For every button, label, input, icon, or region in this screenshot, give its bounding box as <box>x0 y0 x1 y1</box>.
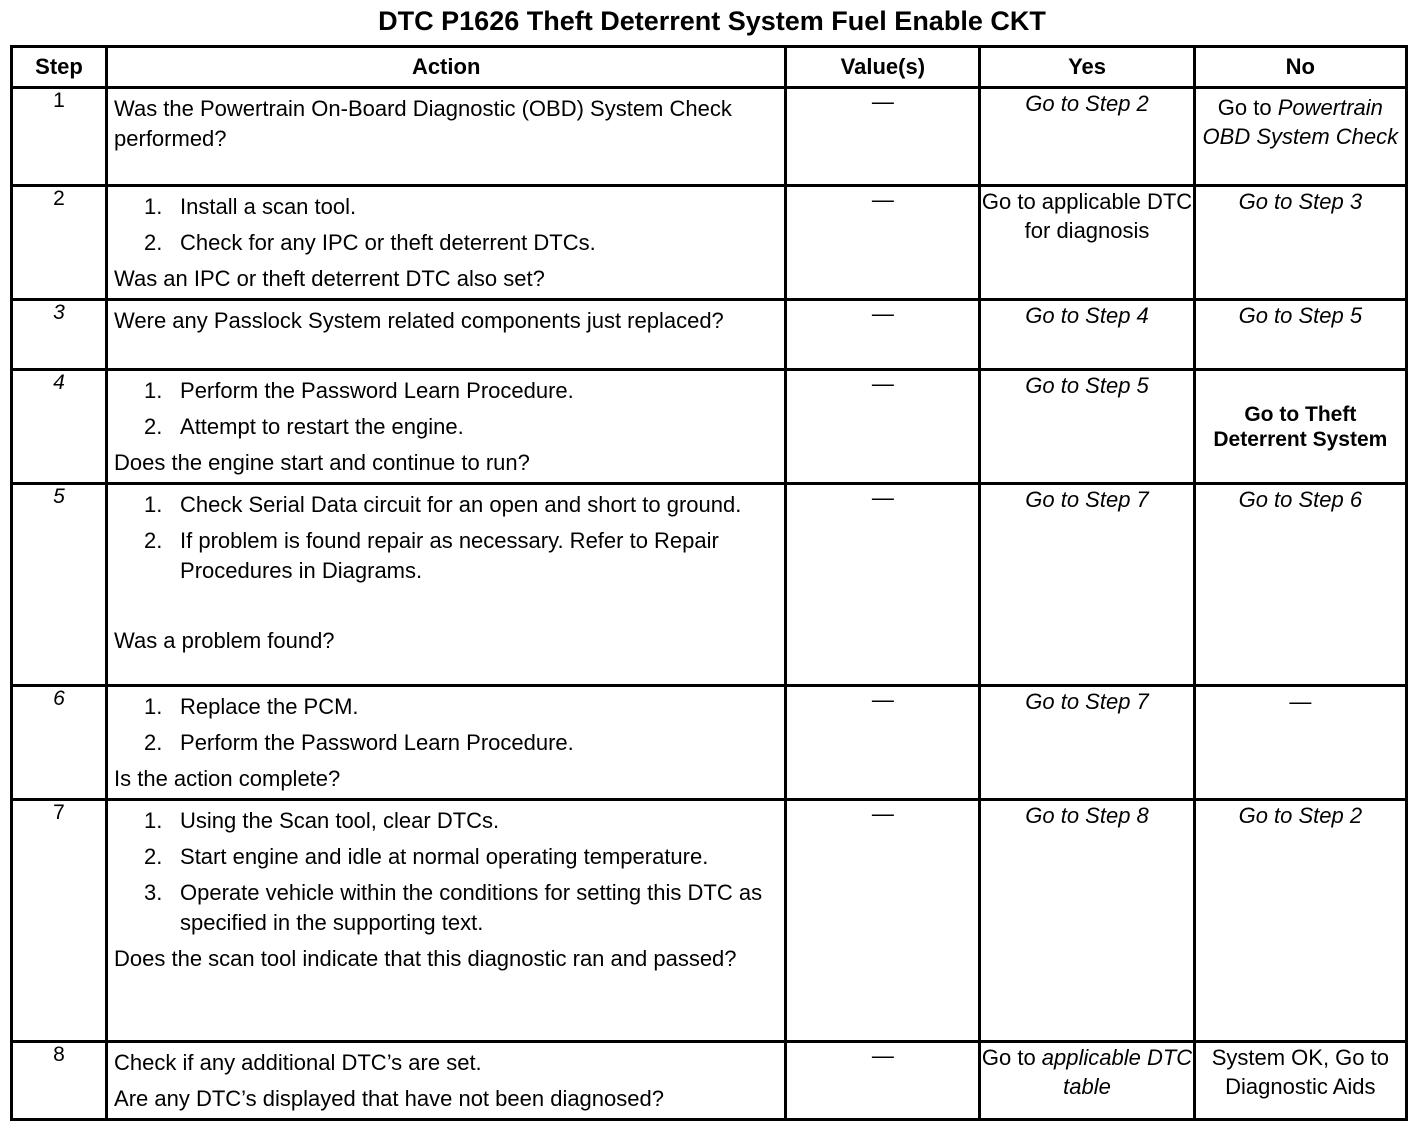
action-question: Were any Passlock System related components just replaced? <box>114 308 724 333</box>
action-cell <box>107 800 786 1042</box>
table-row <box>12 1042 1407 1120</box>
table-row <box>12 370 1407 484</box>
list-item: 1. Perform the Password Learn Procedure. <box>144 378 574 403</box>
step-number: 4 <box>12 370 107 484</box>
no-cell: Go to Step 6 <box>1194 484 1406 686</box>
yes-cell: Go to Step 7 <box>980 686 1194 800</box>
action-cell <box>107 186 786 300</box>
list-item: 1. Using the Scan tool, clear DTCs. <box>144 808 500 833</box>
yes-prefix: Go to <box>981 1045 1042 1070</box>
step-number: 8 <box>12 1042 107 1120</box>
yes-cell <box>980 1042 1194 1120</box>
list-item: 2. If problem is found repair as necessary. Refer to Repair Procedures in Diagrams. <box>144 528 719 583</box>
header-values: Value(s) <box>786 47 980 88</box>
action-question: Was an IPC or theft deterrent DTC also set? <box>114 266 545 291</box>
list-item: 2. Perform the Password Learn Procedure. <box>144 730 574 755</box>
page-title: DTC P1626 Theft Deterrent System Fuel Enable CKT <box>378 6 1046 36</box>
no-cell: Go to Step 5 <box>1194 300 1406 370</box>
value-cell: — <box>786 686 980 800</box>
value-cell: — <box>786 300 980 370</box>
yes-cell: Go to Step 4 <box>980 300 1194 370</box>
value-cell: — <box>786 484 980 686</box>
list-item: 1. Replace the PCM. <box>144 694 359 719</box>
action-line: Check if any additional DTC’s are set. <box>114 1050 482 1075</box>
action-cell <box>107 686 786 800</box>
list-item: 2. Start engine and idle at normal operating temperature. <box>144 844 709 869</box>
action-question: Are any DTC’s displayed that have not been diagnosed? <box>114 1086 664 1111</box>
no-cell: Go to Theft Deterrent System <box>1194 370 1406 484</box>
list-item: 1. Install a scan tool. <box>144 194 357 219</box>
table-header-row <box>12 47 1407 88</box>
table-row <box>12 186 1407 300</box>
header-no: No <box>1194 47 1406 88</box>
yes-link: applicable DTC table <box>1041 1045 1193 1099</box>
value-cell: — <box>786 186 980 300</box>
action-question: Does the scan tool indicate that this diagnostic ran and passed? <box>114 946 737 971</box>
list-item: 3. Operate vehicle within the conditions for setting this DTC as specified in the supporting text. <box>144 880 763 935</box>
table-row <box>12 300 1407 370</box>
value-cell: — <box>786 88 980 186</box>
header-step: Step <box>12 47 107 88</box>
step-number: 6 <box>12 686 107 800</box>
step-number: 2 <box>12 186 107 300</box>
action-question: Is the action complete? <box>114 766 341 791</box>
step-number: 1 <box>12 88 107 186</box>
list-item: 2. Attempt to restart the engine. <box>144 414 464 439</box>
header-yes: Yes <box>980 47 1194 88</box>
value-cell: — <box>786 1042 980 1120</box>
table-row <box>12 88 1407 186</box>
no-cell: Go to Step 2 <box>1194 800 1406 1042</box>
action-question: Was a problem found? <box>114 628 335 653</box>
no-link: Powertrain OBD System Check <box>1202 95 1399 149</box>
step-number: 3 <box>12 300 107 370</box>
yes-cell: Go to Step 2 <box>980 88 1194 186</box>
value-cell: — <box>786 800 980 1042</box>
yes-cell: Go to applicable DTC for diagnosis <box>980 186 1194 300</box>
value-cell: — <box>786 370 980 484</box>
action-cell <box>107 1042 786 1120</box>
table-row <box>12 484 1407 686</box>
action-cell <box>107 300 786 370</box>
no-cell: — <box>1194 686 1406 800</box>
yes-cell: Go to Step 8 <box>980 800 1194 1042</box>
yes-cell: Go to Step 7 <box>980 484 1194 686</box>
list-item: 1. Check Serial Data circuit for an open and short to ground. <box>144 492 742 517</box>
diagnostic-table <box>10 45 1408 1121</box>
list-item: 2. Check for any IPC or theft deterrent DTCs. <box>144 230 596 255</box>
action-cell <box>107 88 786 186</box>
action-cell <box>107 370 786 484</box>
header-action: Action <box>107 47 786 88</box>
action-cell <box>107 484 786 686</box>
table-row <box>12 800 1407 1042</box>
yes-cell: Go to Step 5 <box>980 370 1194 484</box>
action-question: Does the engine start and continue to run? <box>114 450 530 475</box>
table-row <box>12 686 1407 800</box>
no-prefix: Go to <box>1217 95 1278 120</box>
no-cell: System OK, Go to Diagnostic Aids <box>1194 1042 1406 1120</box>
step-number: 5 <box>12 484 107 686</box>
step-number: 7 <box>12 800 107 1042</box>
action-question: Was the Powertrain On-Board Diagnostic (OBD) System Check performed? <box>114 96 732 151</box>
no-cell <box>1194 88 1406 186</box>
no-cell: Go to Step 3 <box>1194 186 1406 300</box>
